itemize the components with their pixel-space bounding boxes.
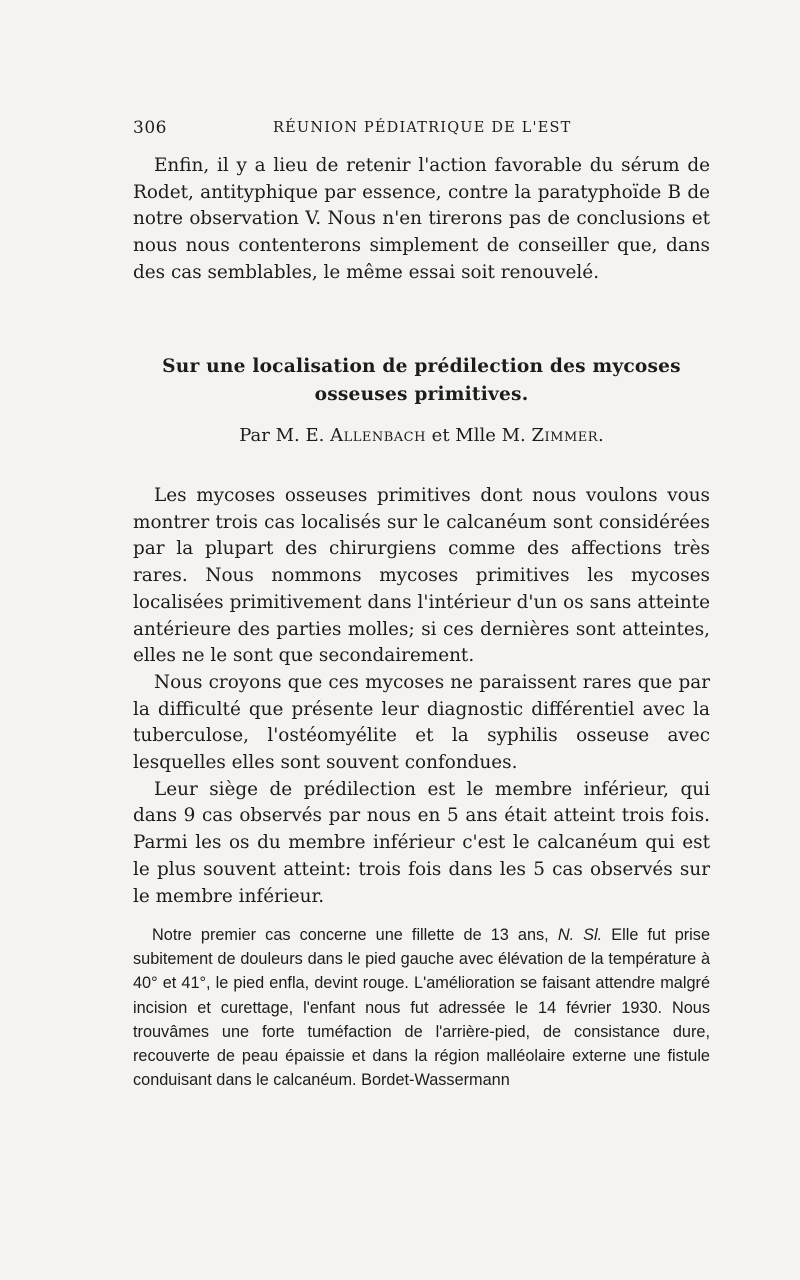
- page-number: 306: [133, 118, 167, 138]
- article-body: [133, 483, 710, 910]
- authors-mid: et Mlle M.: [431, 425, 526, 446]
- body-paragraph: Leur siège de prédilection est le membre inférieur, qui dans 9 cas observés par nous en 5 ans était atteint trois fois. Parmi les os du membre inférieur c'est le calcanéum qui est le plus souvent atteint: trois fois dans les 5 cas observés sur le membre inférieur.: [133, 778, 710, 907]
- running-title: RÉUNION PÉDIATRIQUE DE L'EST: [273, 120, 572, 136]
- case-section: [133, 923, 710, 1092]
- intro-paragraph: Enfin, il y a lieu de retenir l'action favorable du sérum de Rodet, antityphique par essence, contre la paratyphoïde B de notre observation V. Nous n'en tirerons pas de conclusions et nous nous contenterons simplement de conseiller que, dans des cas semblables, le même essai soit renouvelé.: [133, 155, 710, 283]
- patient-initials: N. Sl.: [557, 926, 603, 944]
- article-title: Sur une localisation de prédilection des mycoses osseuses primitives.: [162, 356, 681, 405]
- body-paragraph: Nous croyons que ces mycoses ne paraissent rares que par la difficulté que présente leur diagnostic différentiel avec la tuberculose, l'ostéomyélite et la syphilis osseuse avec lesquelles elles sont souvent confondues.: [133, 671, 710, 774]
- case-paragraph: [133, 923, 710, 1092]
- body-paragraph: Les mycoses osseuses primitives dont nous voulons vous montrer trois cas localisés sur le calcanéum sont considérées par la plupart des chirurgiens comme des affections très rares. Nous nommons mycoses primitives les mycoses localisées primitivement dans l'intérieur d'un os sans atteinte antérieure des parties molles; si ces dernières sont atteintes, elles ne le sont que secondairement.: [133, 485, 710, 667]
- article-authors: [133, 425, 710, 446]
- intro-section: [133, 153, 710, 287]
- case-text-after: Elle fut prise subitement de douleurs dans le pied gauche avec élévation de la température à 40° et 41°, le pied enfla, devint rouge. L'amélioration se faisant attendre malgré incision et curettage, l'enfant nous fut adressée le 14 février 1930. Nous trouvâmes une forte tuméfaction de l'arrière-pied, de consistance dure, recouverte de peau épaissie et dans la région malléolaire externe une fistule conduisant dans le calcanéum. Bordet-Wassermann: [133, 926, 710, 1090]
- authors-prefix: Par M. E.: [239, 425, 325, 446]
- author-zimmer: Zimmer: [531, 425, 599, 446]
- case-text-before: Notre premier cas concerne une fillette de 13 ans,: [152, 926, 558, 944]
- authors-suffix: .: [598, 425, 604, 446]
- author-allenbach: Allenbach: [330, 425, 426, 446]
